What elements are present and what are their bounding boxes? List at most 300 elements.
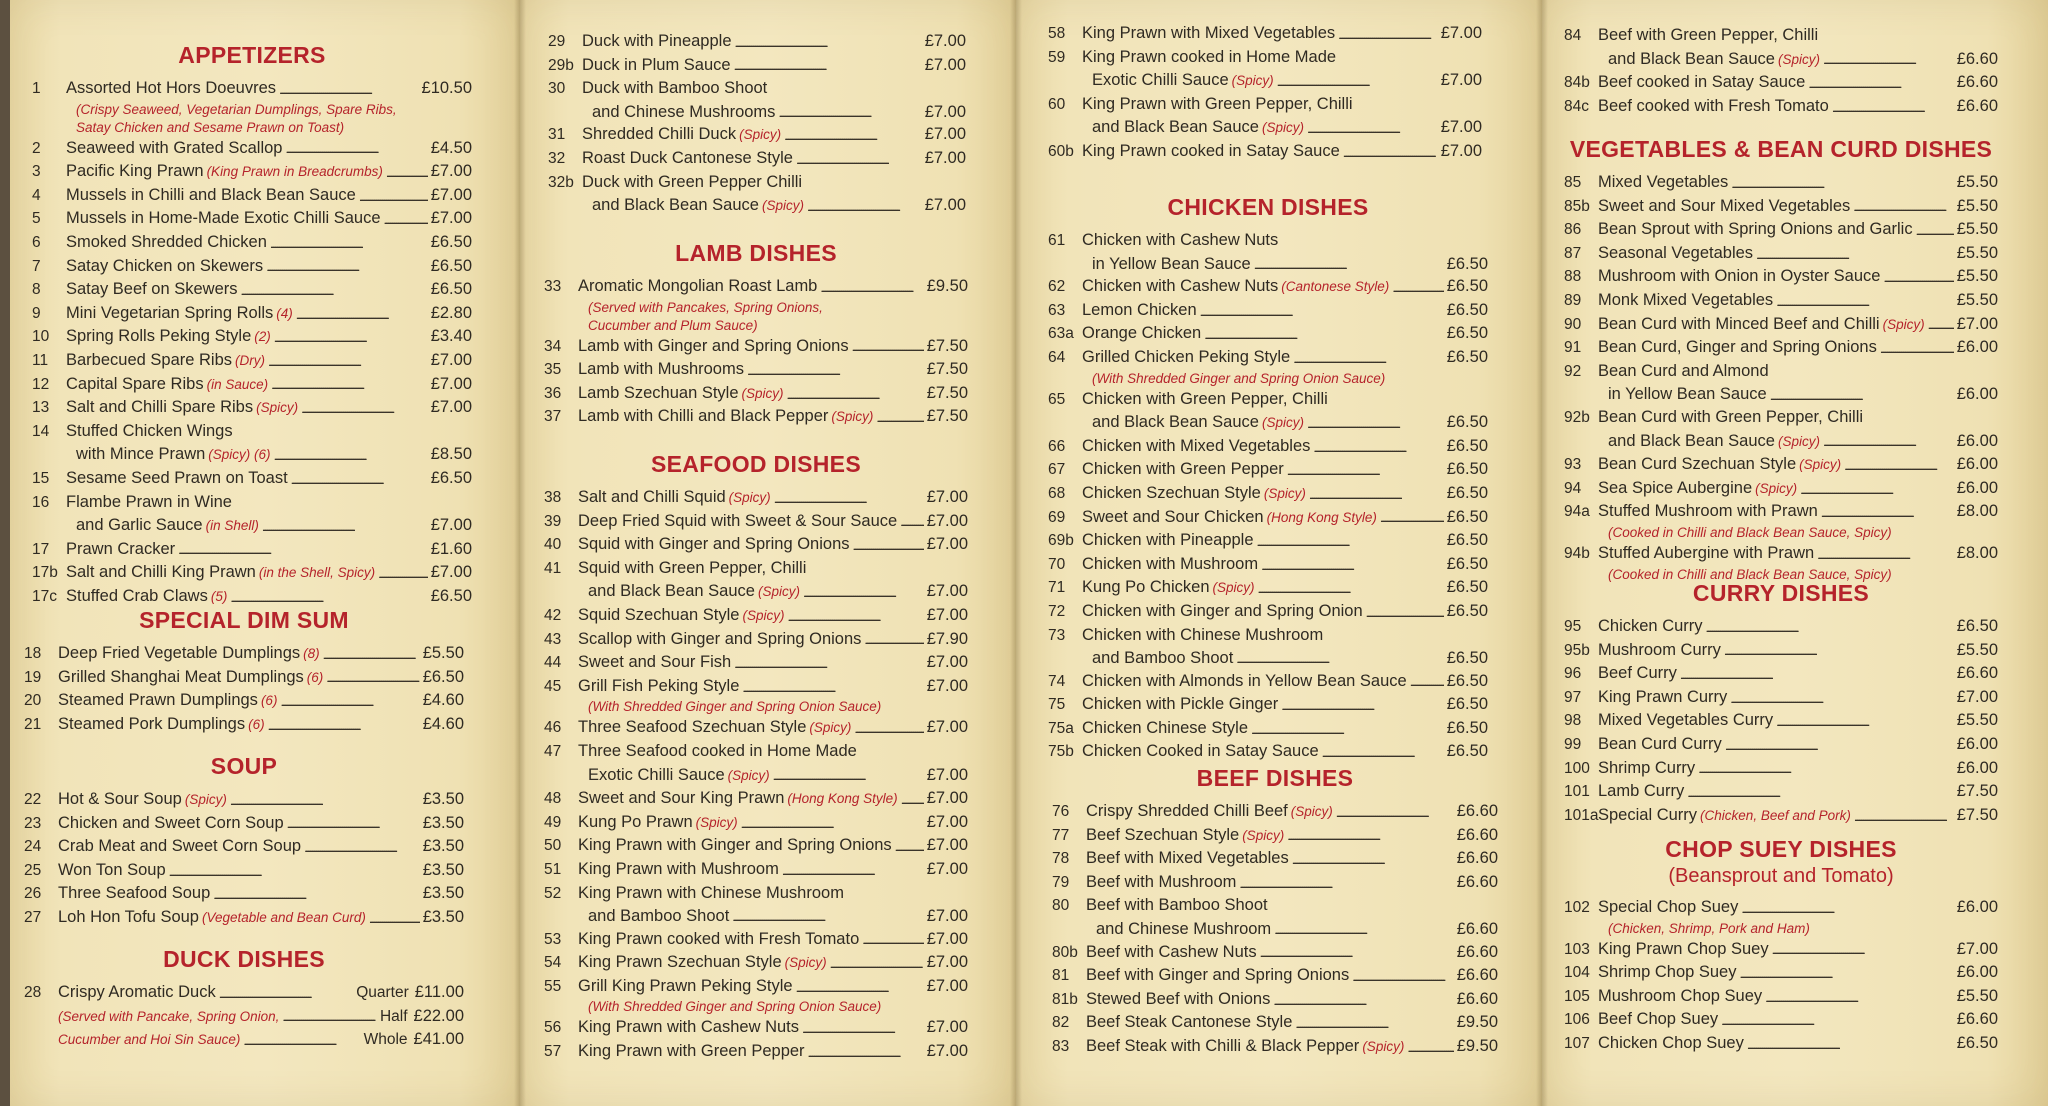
menu-item-line bbox=[548, 194, 966, 218]
item-portion: Whole bbox=[363, 1031, 408, 1049]
item-name: Orange Chicken bbox=[1082, 324, 1202, 343]
item-number: 80 bbox=[1052, 897, 1070, 915]
menu-item bbox=[544, 275, 968, 335]
item-price: £6.50 bbox=[1446, 578, 1488, 597]
item-name: Beef with Bamboo Shoot bbox=[1086, 896, 1268, 915]
item-number: 23 bbox=[24, 814, 42, 832]
item-name: Lamb with Ginger and Spring Onions bbox=[578, 336, 849, 355]
item-name-continued: Exotic Chilli Sauce bbox=[1092, 71, 1229, 90]
item-number: 8 bbox=[32, 281, 41, 299]
item-number: 45 bbox=[544, 677, 562, 695]
menu-item-line bbox=[1564, 430, 1998, 454]
menu-item-line bbox=[24, 713, 464, 737]
item-number: 15 bbox=[32, 469, 50, 487]
menu-item-line bbox=[1564, 757, 1998, 781]
item-number: 46 bbox=[544, 719, 562, 737]
menu-item bbox=[1048, 553, 1488, 577]
menu-item bbox=[32, 396, 472, 420]
dot-leader bbox=[219, 988, 353, 998]
dot-leader bbox=[378, 568, 428, 578]
item-name: Shrimp Chop Suey bbox=[1598, 963, 1737, 982]
menu-item-line bbox=[1048, 553, 1488, 577]
item-description: (Served with Pancakes, Spring Onions, bbox=[588, 299, 823, 315]
item-price: £6.50 bbox=[1446, 695, 1488, 714]
item-price: £6.60 bbox=[1456, 966, 1498, 985]
item-price: £6.00 bbox=[1956, 338, 1998, 357]
item-number: 85 bbox=[1564, 174, 1582, 191]
item-note: (Vegetable and Bean Curd) bbox=[201, 909, 366, 925]
item-number: 29b bbox=[548, 56, 574, 74]
item-note: (Spicy) bbox=[1263, 485, 1306, 501]
menu-item-line bbox=[1052, 871, 1498, 895]
panel-fold bbox=[1010, 0, 1022, 1106]
item-number: 75a bbox=[1048, 719, 1074, 737]
menu-item-line bbox=[544, 628, 968, 652]
item-number: 2 bbox=[32, 139, 41, 157]
item-description: Satay Chicken and Sesame Prawn on Toast) bbox=[76, 119, 345, 135]
item-price: £3.50 bbox=[422, 790, 464, 808]
item-price: £7.00 bbox=[430, 350, 472, 369]
menu-item bbox=[32, 255, 472, 279]
menu-item bbox=[24, 1005, 464, 1029]
item-note: (Cantonese Style) bbox=[1281, 279, 1390, 295]
item-price: £7.00 bbox=[926, 1042, 968, 1061]
item-number: 84 bbox=[1564, 27, 1582, 44]
item-name: Deep Fried Squid with Sweet & Sour Sauce bbox=[578, 511, 898, 530]
item-name: Chicken with Mushroom bbox=[1082, 554, 1259, 573]
item-name: Steamed Pork Dumplings bbox=[58, 714, 246, 733]
item-name: Beef Szechuan Style bbox=[1086, 825, 1240, 844]
dot-leader bbox=[895, 841, 924, 851]
item-number: 11 bbox=[32, 351, 49, 369]
item-number: 69 bbox=[1048, 508, 1066, 526]
item-name: Crab Meat and Sweet Corn Soup bbox=[58, 837, 302, 856]
menu-item bbox=[544, 533, 968, 557]
menu-item-line bbox=[548, 101, 966, 124]
dot-leader bbox=[853, 540, 924, 550]
item-name: King Prawn Szechuan Style bbox=[578, 953, 782, 972]
item-number: 101a bbox=[1564, 806, 1599, 824]
menu-item-line bbox=[544, 811, 968, 835]
item-name: Hot & Sour Soup bbox=[58, 790, 182, 808]
menu-item-line bbox=[24, 642, 464, 666]
menu-item bbox=[1052, 800, 1498, 824]
item-name: Mushroom Curry bbox=[1598, 640, 1721, 659]
item-number: 21 bbox=[24, 715, 42, 733]
menu-item-line bbox=[544, 382, 968, 406]
item-number: 68 bbox=[1048, 484, 1066, 502]
dot-leader bbox=[1287, 830, 1454, 840]
menu-section-duck-dishes-2 bbox=[548, 30, 966, 218]
item-number: 37 bbox=[544, 408, 562, 426]
item-price: £6.50 bbox=[1446, 554, 1488, 573]
item-name: Crispy Aromatic Duck bbox=[58, 983, 216, 1001]
menu-item bbox=[1564, 686, 1998, 710]
item-price: £6.00 bbox=[1956, 431, 1998, 450]
menu-item-line bbox=[544, 975, 968, 999]
menu-item-line bbox=[1564, 24, 1998, 48]
item-number: 84b bbox=[1564, 74, 1590, 92]
menu-item-line bbox=[1564, 780, 1998, 804]
menu-item bbox=[544, 510, 968, 534]
item-name: Salt and Chilli King Prawn bbox=[66, 563, 256, 582]
menu-item bbox=[1048, 670, 1488, 694]
menu-item-line bbox=[32, 77, 472, 101]
item-price: £7.00 bbox=[926, 836, 968, 855]
menu-item-line bbox=[1564, 615, 1998, 639]
item-name: Chicken with Pickle Ginger bbox=[1082, 695, 1279, 714]
item-note: (Spicy) bbox=[256, 400, 299, 416]
dot-leader bbox=[230, 592, 427, 602]
item-name: King Prawn with Mushroom bbox=[578, 859, 779, 878]
dot-leader bbox=[1336, 807, 1454, 817]
menu-item bbox=[1564, 1008, 1998, 1032]
menu-item-line bbox=[1564, 406, 1998, 430]
item-number: 105 bbox=[1564, 987, 1590, 1005]
menu-item-list bbox=[24, 642, 464, 736]
item-note: (in the Shell, Spicy) bbox=[258, 565, 376, 581]
menu-item-line bbox=[1048, 458, 1488, 482]
menu-item bbox=[544, 651, 968, 675]
menu-item bbox=[1048, 322, 1488, 346]
item-price: £7.00 bbox=[1440, 24, 1482, 42]
item-price: £7.00 bbox=[926, 582, 968, 601]
item-note: (Spicy) bbox=[1261, 415, 1304, 431]
dot-leader bbox=[1817, 549, 1954, 559]
menu-item bbox=[1048, 740, 1488, 764]
dot-leader bbox=[268, 356, 428, 366]
menu-item-line bbox=[1048, 576, 1488, 600]
item-name: Three Seafood Szechuan Style bbox=[578, 718, 807, 737]
menu-item bbox=[1052, 988, 1498, 1012]
menu-item bbox=[1564, 313, 1998, 337]
item-price: £6.60 bbox=[1956, 1010, 1998, 1029]
menu-item-line bbox=[1048, 69, 1482, 93]
menu-item bbox=[32, 207, 472, 231]
menu-item bbox=[24, 812, 464, 836]
item-number: 13 bbox=[32, 399, 50, 417]
menu-item bbox=[1052, 871, 1498, 895]
item-name: Prawn Cracker bbox=[66, 539, 176, 558]
item-number: 78 bbox=[1052, 850, 1070, 868]
item-note: (Spicy) bbox=[1290, 804, 1333, 819]
menu-item-line bbox=[1564, 686, 1998, 710]
menu-item bbox=[548, 171, 966, 218]
menu-item bbox=[548, 147, 966, 171]
item-price: £7.50 bbox=[926, 383, 968, 402]
menu-item-line bbox=[1564, 542, 1998, 566]
item-number: 65 bbox=[1048, 390, 1066, 408]
item-price: £6.50 bbox=[1446, 718, 1488, 737]
item-number: 55 bbox=[544, 977, 562, 995]
dot-leader bbox=[1808, 78, 1953, 88]
dot-leader bbox=[1724, 645, 1954, 655]
item-price: £6.60 bbox=[1456, 849, 1498, 868]
item-note: (Spicy) bbox=[1882, 316, 1925, 332]
item-number: 94b bbox=[1564, 544, 1590, 562]
menu-item bbox=[24, 666, 464, 690]
menu-item bbox=[544, 628, 968, 652]
menu-item bbox=[24, 1028, 464, 1052]
menu-item bbox=[1564, 961, 1998, 985]
item-note: (Chicken, Beef and Pork) bbox=[1700, 807, 1851, 823]
menu-section-curry-dishes bbox=[1564, 580, 1998, 827]
menu-item-line bbox=[32, 585, 472, 609]
item-name: Chicken Chinese Style bbox=[1082, 718, 1248, 737]
menu-item bbox=[1048, 229, 1488, 275]
item-number: 47 bbox=[544, 742, 562, 760]
item-price: £6.50 bbox=[430, 256, 472, 275]
menu-item bbox=[544, 675, 968, 717]
item-number: 52 bbox=[544, 884, 562, 902]
item-number: 99 bbox=[1564, 735, 1582, 753]
menu-item bbox=[544, 951, 968, 975]
item-number: 32 bbox=[548, 149, 566, 167]
item-number: 91 bbox=[1564, 339, 1582, 357]
item-name: Barbecued Spare Ribs bbox=[66, 350, 233, 369]
menu-item bbox=[1052, 1011, 1498, 1035]
item-name: King Prawn with Mixed Vegetables bbox=[1082, 24, 1336, 42]
item-name: Lamb Curry bbox=[1598, 782, 1685, 801]
item-name: King Prawn cooked in Home Made bbox=[1082, 47, 1337, 66]
item-name: Stewed Beef with Onions bbox=[1086, 989, 1271, 1008]
menu-item bbox=[1564, 171, 1998, 195]
item-price: £7.00 bbox=[926, 976, 968, 995]
menu-item bbox=[1564, 780, 1998, 804]
item-name: Chicken Chop Suey bbox=[1598, 1033, 1744, 1052]
item-name: Capital Spare Ribs bbox=[66, 374, 204, 393]
menu-item-line bbox=[1048, 624, 1488, 648]
dot-leader bbox=[876, 412, 923, 422]
item-price: £6.50 bbox=[1446, 483, 1488, 502]
item-price: £8.00 bbox=[1956, 502, 1998, 521]
menu-section-beef-cont bbox=[1564, 24, 1998, 118]
dot-leader bbox=[262, 521, 428, 531]
dot-leader bbox=[1295, 1018, 1453, 1028]
dot-leader bbox=[282, 1011, 377, 1021]
menu-item-line bbox=[1564, 336, 1998, 360]
menu-item bbox=[544, 858, 968, 882]
menu-item bbox=[1564, 1032, 1998, 1056]
dot-leader bbox=[732, 911, 923, 921]
item-note: (6) bbox=[260, 693, 278, 709]
item-name: Chicken Curry bbox=[1598, 617, 1703, 635]
menu-item bbox=[544, 834, 968, 858]
item-price: £6.60 bbox=[1456, 919, 1498, 938]
item-price: £7.00 bbox=[1440, 118, 1482, 137]
item-price: £7.00 bbox=[926, 812, 968, 831]
item-name: Beef with Ginger and Spring Onions bbox=[1086, 966, 1350, 985]
menu-item-line bbox=[1048, 647, 1488, 670]
menu-item-line bbox=[32, 443, 472, 467]
dot-leader bbox=[1832, 102, 1954, 112]
dot-leader bbox=[243, 1035, 360, 1045]
item-price: £5.50 bbox=[1956, 267, 1998, 286]
dot-leader bbox=[271, 379, 428, 389]
menu-item-line bbox=[1564, 218, 1998, 242]
item-name: King Prawn Curry bbox=[1598, 687, 1728, 706]
item-number: 93 bbox=[1564, 456, 1582, 474]
menu-item-line bbox=[1564, 71, 1998, 95]
menu-item bbox=[1048, 93, 1482, 140]
item-price: £7.00 bbox=[1956, 314, 1998, 333]
item-number: 92 bbox=[1564, 362, 1582, 380]
dot-leader bbox=[1687, 787, 1954, 797]
item-name: Salt and Chilli Spare Ribs bbox=[66, 398, 254, 417]
item-price: £3.50 bbox=[422, 860, 464, 879]
item-note: (4) bbox=[276, 305, 293, 321]
item-name: Chicken with Chinese Mushroom bbox=[1082, 625, 1324, 644]
menu-item-line bbox=[544, 740, 968, 764]
dot-leader bbox=[301, 403, 428, 413]
item-number: 22 bbox=[24, 791, 42, 808]
item-price: £6.00 bbox=[1956, 478, 1998, 497]
item-price: £5.50 bbox=[1956, 173, 1998, 191]
item-note: (Spicy) bbox=[742, 607, 785, 623]
dot-leader bbox=[1680, 669, 1954, 679]
menu-item bbox=[544, 486, 968, 510]
item-note: (Spicy) bbox=[1261, 120, 1304, 136]
menu-item bbox=[1564, 336, 1998, 360]
item-number: 74 bbox=[1048, 672, 1066, 690]
dot-leader bbox=[1731, 178, 1953, 188]
dot-leader bbox=[1823, 436, 1954, 446]
menu-section-appetizers bbox=[32, 42, 472, 608]
menu-item bbox=[32, 278, 472, 302]
item-price: £7.00 bbox=[430, 398, 472, 417]
menu-item bbox=[1048, 576, 1488, 600]
menu-item-line bbox=[1564, 48, 1998, 72]
item-price: £6.50 bbox=[1956, 1033, 1998, 1052]
item-note: (Dry) bbox=[235, 352, 266, 368]
item-name: Lamb with Mushrooms bbox=[578, 360, 744, 379]
menu-item bbox=[1564, 639, 1998, 663]
item-note: (King Prawn in Breadcrumbs) bbox=[206, 164, 383, 180]
item-number: 60 bbox=[1048, 95, 1066, 113]
dot-leader bbox=[1821, 507, 1954, 517]
menu-item bbox=[544, 811, 968, 835]
item-price: £6.50 bbox=[1446, 300, 1488, 319]
item-name: Seasonal Vegetables bbox=[1598, 243, 1754, 262]
item-name-continued: and Black Bean Sauce bbox=[592, 196, 759, 215]
dot-leader bbox=[1853, 201, 1953, 211]
menu-item-line bbox=[1564, 985, 1998, 1009]
item-number: 17c bbox=[32, 587, 57, 605]
section-heading: DUCK DISHES bbox=[163, 946, 325, 972]
item-name: Flambe Prawn in Wine bbox=[66, 492, 232, 511]
item-number: 32b bbox=[548, 173, 574, 191]
item-name: Satay Chicken on Skewers bbox=[66, 256, 264, 275]
item-price: £7.00 bbox=[924, 102, 966, 121]
dot-leader bbox=[1844, 460, 1954, 470]
menu-item-line bbox=[1052, 1035, 1498, 1059]
item-note: (Spicy) bbox=[761, 198, 804, 214]
item-note: (Spicy) bbox=[1212, 580, 1255, 596]
item-number: 63a bbox=[1048, 325, 1074, 343]
item-price: £7.00 bbox=[926, 953, 968, 972]
menu-item bbox=[548, 30, 966, 54]
item-name: Chicken with Almonds in Yellow Bean Sauce bbox=[1082, 671, 1407, 690]
menu-item-line bbox=[1048, 116, 1482, 140]
item-number: 95 bbox=[1564, 618, 1582, 635]
dot-leader bbox=[1200, 306, 1444, 316]
item-price: £3.50 bbox=[422, 837, 464, 856]
item-portion: Half bbox=[379, 1007, 408, 1025]
item-number: 73 bbox=[1048, 626, 1066, 644]
menu-item-line bbox=[1564, 804, 1998, 828]
item-number: 51 bbox=[544, 860, 562, 878]
menu-item-line bbox=[32, 349, 472, 373]
item-name-continued: and Black Bean Sauce bbox=[1608, 431, 1775, 450]
item-number: 58 bbox=[1048, 25, 1066, 42]
menu-item-line bbox=[548, 123, 966, 147]
menu-item bbox=[32, 373, 472, 397]
menu-item-line bbox=[544, 358, 968, 382]
item-price: £7.00 bbox=[924, 55, 966, 74]
item-number: 95b bbox=[1564, 641, 1590, 659]
item-number: 86 bbox=[1564, 221, 1582, 239]
dot-leader bbox=[1352, 971, 1453, 981]
item-name: Kung Po Prawn bbox=[578, 812, 693, 831]
item-name: Bean Curd with Minced Beef and Chilli bbox=[1598, 314, 1880, 333]
item-note: (in Sauce) bbox=[206, 376, 269, 392]
item-price: £6.50 bbox=[430, 468, 472, 487]
dot-leader bbox=[802, 1023, 924, 1033]
menu-item-line bbox=[1052, 1011, 1498, 1035]
menu-item-line bbox=[1052, 988, 1498, 1012]
menu-item bbox=[1048, 299, 1488, 323]
item-number: 36 bbox=[544, 384, 562, 402]
section-heading: VEGETABLES & BEAN CURD DISHES bbox=[1569, 136, 1993, 162]
item-name: Mushroom Chop Suey bbox=[1598, 986, 1763, 1005]
menu-item-line bbox=[1564, 639, 1998, 663]
item-name: Smoked Shredded Chicken bbox=[66, 232, 267, 251]
item-price: £6.00 bbox=[1956, 734, 1998, 753]
menu-item-line bbox=[1564, 477, 1998, 501]
menu-item-list bbox=[1564, 24, 1998, 118]
item-name: Squid with Green Pepper, Chilli bbox=[578, 558, 807, 577]
item-price: £1.60 bbox=[430, 539, 472, 558]
dot-leader bbox=[1277, 76, 1438, 86]
menu-item-list bbox=[544, 275, 968, 429]
item-price: £41.00 bbox=[413, 1030, 464, 1049]
item-name: Squid Szechuan Style bbox=[578, 605, 740, 624]
item-name: Grilled Chicken Peking Style bbox=[1082, 347, 1291, 366]
item-name: Duck with Pineapple bbox=[582, 32, 732, 50]
menu-section-chicken-dishes bbox=[1048, 194, 1488, 764]
menu-item bbox=[548, 123, 966, 147]
menu-item bbox=[1048, 624, 1488, 670]
item-number: 94 bbox=[1564, 479, 1582, 497]
dot-leader bbox=[1366, 607, 1444, 617]
item-name: Sesame Seed Prawn on Toast bbox=[66, 468, 288, 487]
menu-item-line bbox=[544, 275, 968, 299]
item-name: Beef cooked in Satay Sauce bbox=[1598, 73, 1806, 92]
menu-item bbox=[1048, 435, 1488, 459]
item-name: Deep Fried Vegetable Dumplings bbox=[58, 644, 301, 662]
item-name: Bean Curd and Almond bbox=[1598, 361, 1769, 380]
item-price: £6.50 bbox=[1446, 436, 1488, 455]
dot-leader bbox=[1823, 54, 1954, 64]
menu-item-line bbox=[544, 580, 968, 604]
menu-item bbox=[1052, 847, 1498, 871]
item-number: 80b bbox=[1052, 943, 1078, 961]
item-name: Special Chop Suey bbox=[1598, 898, 1739, 916]
item-note: (5) bbox=[210, 588, 228, 604]
dot-leader bbox=[778, 107, 921, 117]
dot-leader bbox=[787, 611, 923, 621]
dot-leader bbox=[1260, 947, 1454, 957]
